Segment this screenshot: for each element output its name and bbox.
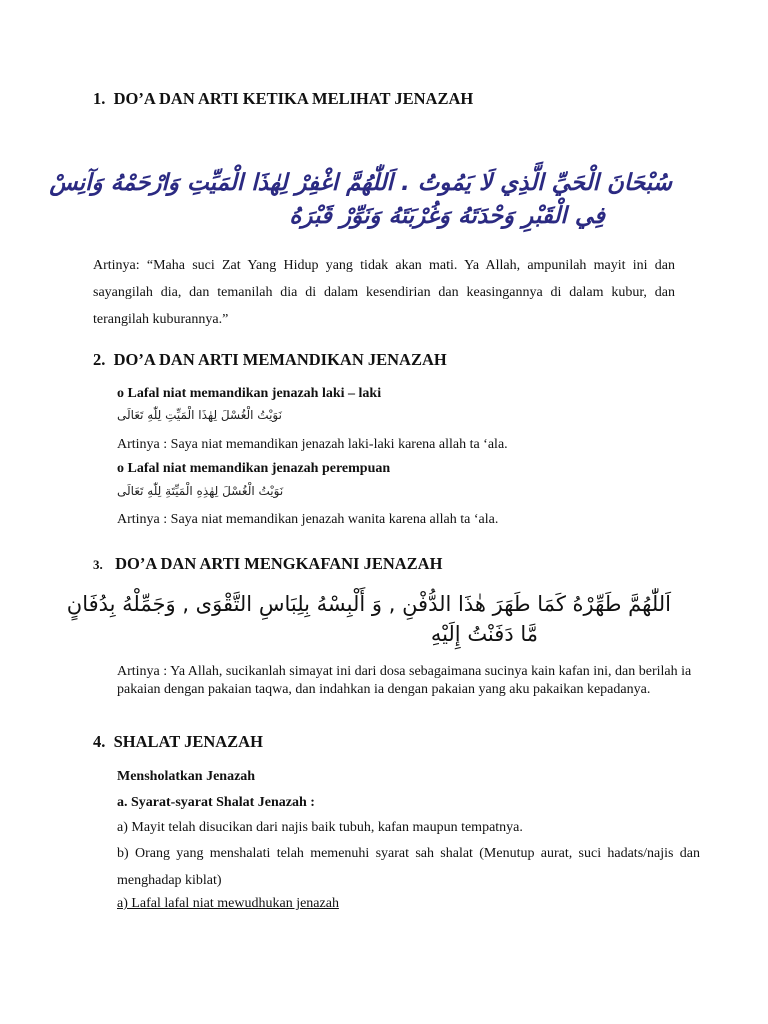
- section-2-item-2-meaning: Artinya : Saya niat memandikan jenazah wanita karena allah ta ‘ala.: [117, 512, 499, 527]
- section-2-heading: [93, 350, 447, 370]
- section-2-title: DO’A DAN ARTI MEMANDIKAN JENAZAH: [113, 350, 447, 369]
- section-2-item-2-label: o Lafal niat memandikan jenazah perempuan: [117, 461, 391, 476]
- section-4-subtitle: Mensholatkan Jenazah: [117, 769, 256, 784]
- section-2-item-1-meaning: Artinya : Saya niat memandikan jenazah laki-laki karena allah ta ‘ala.: [117, 437, 508, 452]
- section-3-arabic-line-1: اَللّٰهُمَّ طَهِّرْهُ كَمَا طَهَرَ هٰذَا الدُّفْنِ , وَ أَلْبِسْهُ بِلِبَاسِ التَّقْوَى , وَجَمِّلْهُ بِدُفَانٍ: [66, 592, 671, 616]
- section-4-sub-a: a. Syarat-syarat Shalat Jenazah :: [117, 795, 315, 810]
- section-4-heading: [93, 732, 263, 752]
- section-2-item-1-arabic: نَوَيْتُ الْغُسْلَ لِهٰذَا الْمَيِّتِ لِلّٰهِ تَعَالَى: [117, 408, 282, 422]
- section-3-meaning: Artinya : Ya Allah, sucikanlah simayat ini dari dosa sebagaimana sucinya kain kafan ini, dan berilah ia pakaian dengan pakaian taqwa, dan indahkan ia dengan pakaian yang aku pakaikan kepadanya.: [117, 664, 692, 697]
- section-2-item-2-arabic: نَوَيْتُ الْغُسْلَ لِهٰذِهِ الْمَيِّتَةِ لِلّٰهِ تَعَالَى: [117, 484, 284, 498]
- section-3-arabic-line-2: مَّا دَفَنْتُ إِلَيْهِ: [430, 622, 538, 646]
- section-2-number: 2.: [93, 350, 106, 369]
- section-2-item-1-label: o Lafal niat memandikan jenazah laki – laki: [117, 386, 382, 401]
- section-4-number: 4.: [93, 732, 106, 751]
- section-1-meaning: Artinya: “Maha suci Zat Yang Hidup yang tidak akan mati. Ya Allah, ampunilah mayit ini dan sayangilah dia, dan temanilah dia di dalam kesendirian dan keasingannya di dalam kubur, dan terangilah kuburannya.”: [93, 258, 675, 327]
- section-3-title: DO’A DAN ARTI MENGKAFANI JENAZAH: [115, 554, 443, 573]
- section-4-title: SHALAT JENAZAH: [113, 732, 263, 751]
- section-4-lafal: a) Lafal lafal niat mewudhukan jenazah: [117, 896, 339, 911]
- section-1-heading: [93, 89, 473, 109]
- section-3-number: 3.: [93, 557, 103, 572]
- section-3-heading: [93, 554, 442, 574]
- section-1-number: 1.: [93, 89, 106, 108]
- section-4-point-b: b) Orang yang menshalati telah memenuhi syarat sah shalat (Menutup aurat, suci hadats/najis dan menghadap kiblat): [117, 846, 700, 888]
- section-1-title: DO’A DAN ARTI KETIKA MELIHAT JENAZAH: [113, 89, 474, 108]
- section-1-arabic-line-2: فِي الْقَبْرِ وَحْدَتَهُ وَغُرْبَتَهُ وَنَوِّرْ قَبْرَهُ: [289, 203, 605, 229]
- section-4-point-a: a) Mayit telah disucikan dari najis baik tubuh, kafan maupun tempatnya.: [117, 820, 523, 835]
- section-1-arabic-line-1: سُبْحَانَ الْحَيِّ الَّذِي لَا يَمُوتُ . اَللّٰهُمَّ اغْفِرْ لِهٰذَا الْمَيِّتِ وَارْحَمْهُ وَآنِسْ: [49, 170, 672, 196]
